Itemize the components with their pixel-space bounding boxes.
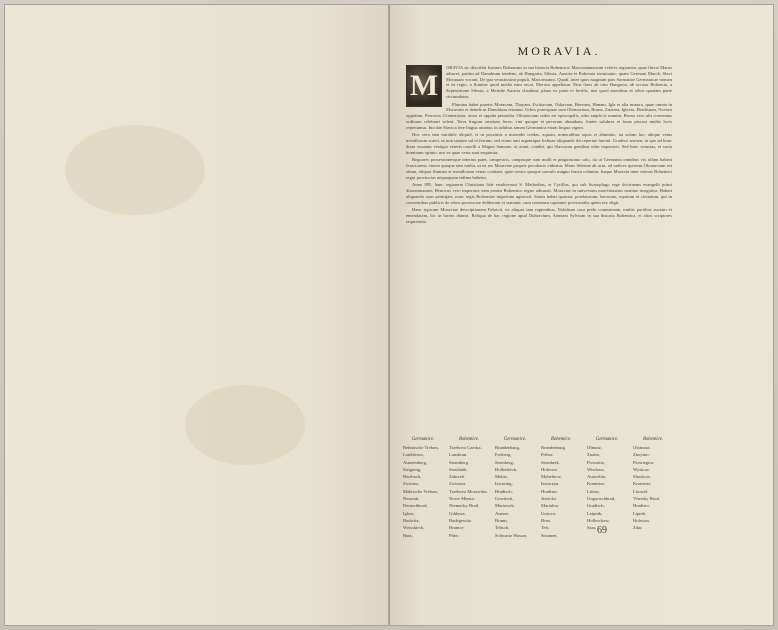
table-cell: Hradiste.	[541, 488, 558, 494]
body-text	[406, 65, 672, 225]
table-cell: Lipnik.	[633, 510, 647, 516]
table-cell: Saar,	[587, 525, 597, 531]
paragraph: Anno 895, hanc regionem Christiana fide erudiverunt S. Methodius, et Cyrillus, qui sub Suatoplugo rege doctrinam evangelii primi disseminarunt; Henricus vero imperator eam postea Bohemico regno adiunxit. Moraviae in universum marchionatus nomine insignitur. Habuit aliquando suos principes, nunc regis Bohemiae imperium agnoscit. Status habet quatuor, praelatorum, baronum, equitum et civitatum, qui in conventibus publicis de rebus provinciae deliberant et statuunt, cum consensu capitanei provincialis quem rex eligit.	[406, 182, 672, 205]
table-cell: Leipnik,	[587, 510, 603, 516]
table-cell: Ungarischbrod,	[587, 496, 616, 502]
table-cell: Gewitsch,	[495, 496, 514, 502]
table-cell: Melitz,	[495, 474, 509, 480]
table-cell: Brandenburg.	[541, 445, 567, 450]
table-cell: Hradisto.	[633, 503, 650, 509]
table-cell: Vhersky Brod.	[633, 496, 661, 502]
table-cell: Holleschaw,	[587, 517, 610, 523]
table-cell: Pitin.	[449, 532, 459, 538]
table-cell: Butz,	[403, 532, 413, 538]
blank-left-leaf	[5, 5, 390, 625]
paragraph: Hanc typicam Moraviae descriptionem Fabricii, ex aliquot iam regionibus, Nobilium cura prelo commissam, multis partibus auctam et emendatam, hic in lucem damus. Reliqua de hac regione apud Dubravium, Aeneam Sylvium in sua historia Bohemica, et alios scriptores requirenda.	[406, 207, 672, 224]
table-cell: Aussee,	[495, 510, 510, 516]
table-cell: Weisskirch,	[403, 525, 425, 531]
table-cell: Strumen.	[541, 532, 558, 538]
table-cell: Zwitawa.	[449, 481, 467, 487]
table-cell: Prossnitz,	[587, 459, 605, 465]
table-column	[492, 444, 538, 539]
table-cell: Harrbach,	[403, 474, 422, 480]
table-cell: Pribor.	[541, 452, 554, 458]
table-cell: Strigonig,	[403, 466, 422, 472]
table-cell: Gradisch,	[587, 503, 605, 509]
table-cell: Wyskow.	[633, 466, 650, 472]
table-cell: Iglaw,	[403, 510, 415, 516]
table-cell: Zabrzeh.	[449, 474, 466, 480]
table-header	[400, 437, 676, 442]
table-cell: Littaw,	[587, 488, 600, 494]
table-cell: Prostiegow.	[633, 459, 655, 465]
header-cell: Germanice.	[411, 437, 435, 442]
table-cell: Iaworzyn.	[541, 481, 560, 487]
header-cell: Bohemice.	[642, 437, 664, 442]
table-cell: Aussemberg,	[403, 459, 428, 465]
table-column	[584, 444, 630, 539]
table-cell: Lanskrun.	[449, 452, 468, 458]
table-column	[446, 444, 492, 539]
table-cell: Olomauc.	[633, 445, 651, 450]
table-cell: Sternberk.	[541, 459, 561, 465]
table-column	[400, 444, 446, 539]
table-cell: Telc.	[541, 525, 550, 531]
page-title: MORAVIA.	[517, 44, 601, 58]
table-cell: Litowel.	[633, 488, 649, 494]
table-cell: Holesow.	[633, 517, 651, 523]
header-cell: Bohemice.	[458, 437, 480, 442]
table-column	[538, 444, 584, 539]
table-cell: Stramberg.	[449, 459, 470, 465]
table-cell: Freiberg,	[495, 452, 512, 458]
table-cell: Strzebnik.	[449, 466, 468, 472]
table-cell: Behmische Trebaw,	[403, 445, 440, 450]
table-body	[400, 444, 676, 539]
paragraph: Flumina habet praeter Moravam, Thayam, Zwittavam, Oskavam, Bezvam, Hanam, Igla et alia minora, quae omnia in Moravam et deinde in Danubium feruntur. Urbes praecipuae sunt Olomucium, Bruna, Znoima, Iglavia, Hradistum, Novum oppidum, Prerovia, Cremsirium; arces et oppida permulta. Olomucium sedes est episcopalis, urbs ampla et munita; Bruna vero ubi conventus ordinum celebrari solent. Terra frugum omnium ferax, vini quoque et pecorum abundans; fontes salubres et lacus piscosi multis locis reperiuntur. Incolae Slavica fere lingua utuntur, in urbibus tamen Germanica etiam lingua vigent.	[406, 101, 672, 130]
page-number: 69	[597, 525, 607, 536]
table-cell: Hranice.	[449, 525, 465, 531]
table-cell: Wischaw,	[587, 466, 605, 472]
table-cell: Iaworing,	[495, 481, 513, 487]
decorated-initial: M	[406, 65, 442, 107]
table-cell: Neustatt,	[403, 496, 420, 502]
table-cell: Slawkow.	[633, 474, 651, 480]
table-cell: Nowe Miesto.	[449, 496, 476, 502]
header-cell: Germanice.	[595, 437, 619, 442]
table-cell: Znoymo.	[633, 452, 650, 458]
paper-stain	[65, 125, 205, 215]
table-cell: Austerlitz,	[587, 474, 607, 480]
table-cell: Landskron,	[403, 452, 424, 458]
header-cell: Bohemice.	[550, 437, 572, 442]
paragraph: ORAVIA sic describit Ioannes Dubrauius in sua historia Bohemica: Marcomannorum veteres regionem, quae fluvio Marus adiacet, partim ad Danubium tendens, ab Hungaria, Silesia, Austria et Bohemia terminatur; quam Germani Marck, Slavi Morauam vocant. De qua vetustissimi populi, Marcomanni, Quadi, inter quos magnum pars Sarmatiae Germanicae nomen et ea regio, a flumine quod medio eam secat, Morava appellatur. Eius fines ab ortu Hungaria, ab occasu Bohemia, a Septentrione Silesia, a Meridie Austria claudunt; plana ex parte et fertilis, nisi quod montibus et silvis quadam parte circumdatur.	[446, 65, 672, 99]
table-cell: Olmutz,	[587, 445, 602, 450]
table-cell: Mahrische Trebaw,	[403, 488, 439, 494]
table-cell: Jewicko.	[541, 496, 558, 502]
table-cell: Mohelnice.	[541, 474, 562, 480]
text-column	[406, 44, 672, 227]
table-cell: Brno.	[541, 517, 552, 523]
table-cell: Unicow.	[541, 510, 557, 516]
table-cell: Marialou.	[541, 503, 559, 509]
table-cell: Hollenbeck,	[495, 466, 518, 472]
table-cell: Kromeriz.	[633, 481, 652, 487]
table-cell: Brandenburg,	[495, 445, 521, 450]
table-cell: Niemecky Brod.	[449, 503, 480, 509]
table-cell: Holesow.	[541, 466, 559, 472]
table-cell: Budwitz,	[403, 517, 420, 523]
table-cell: Schwartz Wasser,	[495, 532, 528, 538]
table-cell: Budegewitz.	[449, 517, 473, 523]
table-cell: Trzebova Czeska.	[449, 445, 482, 450]
table-cell: Trzebova Morawska.	[449, 488, 488, 494]
table-cell: Zdar.	[633, 525, 643, 531]
table-cell: Gihlawa.	[449, 510, 466, 516]
paper-stain	[185, 385, 305, 465]
table-cell: Teltsch,	[495, 525, 510, 531]
paragraph: Hoc vero tam mirabile aliquid, et ut proximis a mirandis credas, aquam, mineralibus aquis et aluminis, ita solum hoc ubique venis metallorum scatet, ut non tantum sal et ferrum, sed etiam auri argentique fodinae aliquando ibi repertae fuerint. Gradisci nomen, in quo ad hunc diem visuntur vestigia veteris castelli a Magno Samone, ut aiunt, conditi, qui Slavorum gentibus olim imperavit. Sed haec vetustas, et varia hominum opinio; nos ea quae certa sunt sequimur.	[406, 132, 672, 155]
table-cell: Hradisch,	[495, 488, 513, 494]
table-cell: Sternberg,	[495, 459, 514, 465]
table-cell: Mariawek,	[495, 503, 515, 509]
table-cell: Brunn,	[495, 517, 508, 523]
table-cell: Deutschbrod,	[403, 503, 428, 509]
table-column	[630, 444, 676, 539]
table-cell: Zwittaw,	[403, 481, 420, 487]
place-name-table	[400, 437, 676, 539]
table-cell: Kremsier,	[587, 481, 606, 487]
header-cell: Germanice.	[503, 437, 527, 442]
table-cell: Znaim,	[587, 452, 601, 458]
paragraph: Regiones possessionesque interius patet, campestris, campisque sunt molli et pinguissimo solo, ita ut Germania omnibus vix ullam habeat feraciorem; vineta quoque tam multa, ut ea res Moraviae proprie peculiaris videatur. Mons Silesiae ab ortu, ad radices quorum Olomucium est situm, aliquot flumina et metallorum venas continet, quae nostro quoque saeculo magno fructu coluntur. Itaque Moravia inter ceteras Bohemici regni provincias nequaquam infima habetur.	[406, 157, 672, 180]
